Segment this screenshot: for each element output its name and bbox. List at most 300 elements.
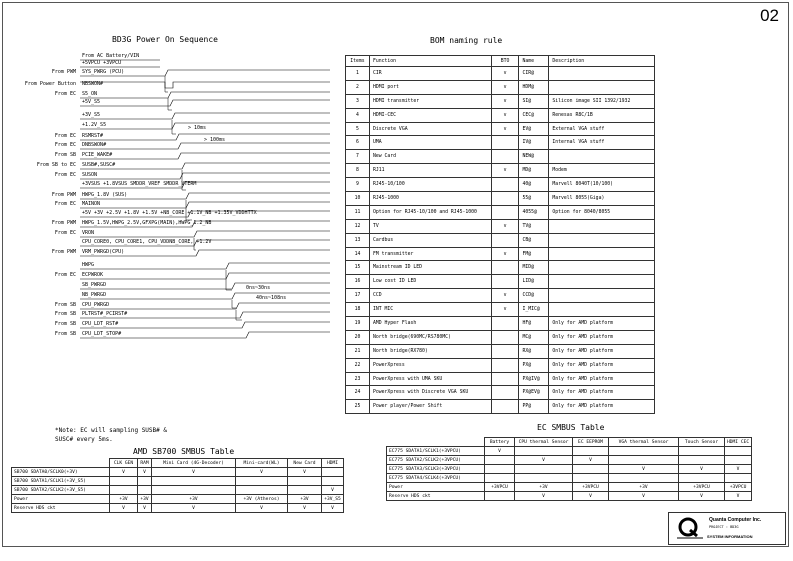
timing-waveforms: [0, 0, 340, 350]
table-cell: MD@: [519, 164, 549, 178]
ec-smbus-title: EC SMBUS Table: [537, 423, 605, 432]
table-row: [12, 477, 344, 486]
table-cell: CEC@: [519, 108, 549, 122]
table-cell: IV@: [519, 136, 549, 150]
table-cell: +3V: [609, 483, 679, 492]
table-cell: 18: [346, 303, 370, 317]
table-cell: v: [491, 303, 519, 317]
table-row: [346, 150, 655, 164]
sheet-number: 02: [760, 6, 779, 25]
table-cell: 4055@: [519, 205, 549, 219]
table-cell: [549, 233, 655, 247]
table-cell: HDMI transmitter: [369, 94, 491, 108]
table-cell: [491, 261, 519, 275]
table-cell: North bridge(RX780): [369, 344, 491, 358]
table-cell: 23: [346, 372, 370, 386]
table-cell: INT MIC: [369, 303, 491, 317]
table-cell: V: [485, 447, 515, 456]
table-cell: HDMI port: [369, 80, 491, 94]
table-cell: [549, 247, 655, 261]
signal-name: CPU_CORE0, CPU_CORE1, CPU_VDDNB_CORE, +1.2V: [82, 239, 212, 245]
signal-source: From PWM: [51, 220, 76, 226]
table-cell: [322, 477, 344, 486]
table-cell: 10: [346, 192, 370, 206]
table-cell: +3V: [138, 495, 152, 504]
table-row: [346, 247, 655, 261]
table-cell: VGA thermal Sensor: [609, 438, 679, 447]
table-cell: [515, 465, 573, 474]
table-cell: Function: [369, 56, 491, 67]
table-cell: HDM@: [519, 80, 549, 94]
table-cell: [491, 178, 519, 192]
table-cell: [573, 474, 609, 483]
bom-table: [345, 55, 655, 414]
dependency-arrow: [168, 98, 172, 110]
dependency-arrow: [232, 300, 236, 308]
table-cell: TV: [369, 219, 491, 233]
signal-name: NB_PWRGD: [82, 292, 107, 298]
table-cell: [485, 492, 515, 501]
amd-smbus-table: [11, 458, 344, 513]
table-cell: 25: [346, 400, 370, 414]
table-cell: [485, 456, 515, 465]
signal-source: From EC: [54, 201, 76, 207]
table-cell: Mainstream ID LED: [369, 261, 491, 275]
signal-source: From EC: [54, 272, 76, 278]
table-cell: [138, 486, 152, 495]
waveform-trace: [80, 113, 330, 119]
table-cell: V: [110, 504, 138, 513]
signal-name: CPU_LDT_STOP#: [82, 331, 122, 337]
table-cell: I_MIC@: [519, 303, 549, 317]
note-line-1: *Note: EC will sampling SUSB# &: [55, 427, 167, 434]
table-cell: [609, 474, 679, 483]
signal-source: From SB: [54, 321, 76, 327]
waveform-trace: [80, 92, 330, 98]
table-cell: [322, 468, 344, 477]
table-cell: [549, 80, 655, 94]
table-cell: [485, 465, 515, 474]
table-row: [387, 474, 752, 483]
signal-name: CPU_LDT_RST#: [82, 321, 119, 327]
table-cell: EC775 SDATA1/SCLK1(+3VPCU): [387, 447, 485, 456]
table-cell: Only for AMD platform: [549, 372, 655, 386]
table-cell: V: [573, 456, 609, 465]
table-cell: RJ11: [369, 164, 491, 178]
table-cell: V: [609, 492, 679, 501]
signal-name: PLTRST#_PCIRST#: [82, 311, 128, 317]
bom-title: BOM naming rule: [430, 36, 503, 45]
table-cell: v: [491, 122, 519, 136]
table-row: [346, 344, 655, 358]
table-cell: [491, 136, 519, 150]
dependency-arrow: [236, 310, 242, 320]
table-cell: 4: [346, 108, 370, 122]
table-cell: HF@: [519, 317, 549, 331]
table-cell: New Card: [369, 150, 491, 164]
table-cell: Silicon image SII 1392/1932: [549, 94, 655, 108]
signal-source: From SB: [54, 331, 76, 337]
table-cell: +3V_S5: [322, 495, 344, 504]
waveform-trace: [80, 273, 330, 279]
table-cell: +3VPCU: [485, 483, 515, 492]
table-cell: PP@: [519, 400, 549, 414]
table-row: [12, 486, 344, 495]
ec-header-row: [387, 438, 752, 447]
table-cell: 12: [346, 219, 370, 233]
table-cell: [549, 261, 655, 275]
table-cell: Reserve HDS ckt: [387, 492, 485, 501]
signal-name: +3V_S5: [82, 112, 101, 118]
table-cell: 17: [346, 289, 370, 303]
table-cell: 13: [346, 233, 370, 247]
table-cell: CB@: [519, 233, 549, 247]
waveform-trace: [80, 231, 330, 237]
table-cell: New Card: [288, 459, 322, 468]
table-cell: v: [491, 289, 519, 303]
table-cell: TV@: [519, 219, 549, 233]
table-cell: [12, 459, 110, 468]
table-cell: [491, 330, 519, 344]
table-cell: NEW@: [519, 150, 549, 164]
waveform-trace: [80, 303, 330, 309]
timing-label: > 10ms: [188, 125, 207, 131]
table-cell: V: [236, 468, 288, 477]
table-cell: HDMI: [322, 459, 344, 468]
table-cell: EC775 SDATA2/SCLK2(+3VPCU): [387, 456, 485, 465]
table-cell: [549, 150, 655, 164]
table-row: [12, 468, 344, 477]
signal-name: RSMRST#: [82, 133, 104, 139]
bom-header-row: [346, 56, 655, 67]
table-cell: SI@: [519, 94, 549, 108]
table-cell: [549, 275, 655, 289]
table-cell: 40@: [519, 178, 549, 192]
table-cell: [138, 477, 152, 486]
table-cell: 22: [346, 358, 370, 372]
table-cell: RAM: [138, 459, 152, 468]
table-cell: Name: [519, 56, 549, 67]
table-row: [346, 192, 655, 206]
table-cell: [110, 477, 138, 486]
table-cell: 24: [346, 386, 370, 400]
table-cell: CCD@: [519, 289, 549, 303]
signal-name: PCIE_WAKE#: [82, 152, 113, 158]
table-cell: Power: [12, 495, 110, 504]
waveform-trace: [80, 263, 330, 269]
table-cell: [485, 474, 515, 483]
table-cell: [549, 289, 655, 303]
table-row: [346, 303, 655, 317]
timing-label: > 100ms: [204, 137, 226, 143]
table-cell: v: [491, 247, 519, 261]
signal-name: +1.2V_S5: [82, 122, 107, 128]
table-cell: Only for AMD platform: [549, 330, 655, 344]
table-cell: RX@: [519, 344, 549, 358]
table-cell: [491, 344, 519, 358]
table-row: [346, 164, 655, 178]
table-cell: PowerXpress: [369, 358, 491, 372]
table-cell: CLK GEN: [110, 459, 138, 468]
timing-label: 40ns~108ns: [256, 295, 287, 301]
table-cell: 20: [346, 330, 370, 344]
table-cell: EV@: [519, 122, 549, 136]
signal-source: From EC: [54, 230, 76, 236]
table-cell: V: [515, 456, 573, 465]
table-cell: v: [491, 94, 519, 108]
table-cell: Internal VGA stuff: [549, 136, 655, 150]
table-cell: +3V: [110, 495, 138, 504]
table-cell: v: [491, 164, 519, 178]
waveform-trace: [80, 153, 330, 159]
table-cell: [491, 317, 519, 331]
table-cell: V: [138, 468, 152, 477]
table-cell: EC775 SDATA3/SCLK3(+3VPCU): [387, 465, 485, 474]
signal-source: From PWM: [51, 192, 76, 198]
table-cell: V: [609, 465, 679, 474]
table-cell: v: [491, 80, 519, 94]
table-cell: [725, 474, 752, 483]
signal-name: SUSB#,SUSC#: [82, 162, 116, 168]
table-cell: MC@: [519, 330, 549, 344]
table-cell: PX@EV@: [519, 386, 549, 400]
table-cell: V: [515, 492, 573, 501]
signal-source: From EC: [54, 142, 76, 148]
table-cell: [549, 303, 655, 317]
table-cell: Renesas R8C/1B: [549, 108, 655, 122]
signal-name: VRON: [82, 230, 95, 236]
signal-name: S5_ON: [82, 91, 98, 97]
table-cell: [549, 219, 655, 233]
quanta-logo-icon: [675, 516, 705, 540]
signal-name: From AC Battery/VIN: [82, 53, 140, 59]
table-cell: PX@: [519, 358, 549, 372]
table-cell: V: [288, 468, 322, 477]
table-cell: 6: [346, 136, 370, 150]
table-cell: [725, 456, 752, 465]
waveform-trace: [80, 143, 330, 149]
table-cell: v: [491, 219, 519, 233]
signal-name: SB_PWRGD: [82, 282, 107, 288]
table-cell: Marvell 8055(Giga): [549, 192, 655, 206]
table-row: [346, 372, 655, 386]
table-cell: Description: [549, 56, 655, 67]
table-row: [346, 80, 655, 94]
signal-source: From SB: [54, 311, 76, 317]
table-cell: 14: [346, 247, 370, 261]
company-name: Quanta Computer Inc.: [709, 517, 762, 523]
table-row: [346, 289, 655, 303]
table-cell: FM transmitter: [369, 247, 491, 261]
table-cell: V: [725, 492, 752, 501]
table-cell: Mini-card(WL): [236, 459, 288, 468]
table-cell: 9: [346, 178, 370, 192]
signal-source: From PWM: [51, 249, 76, 255]
table-cell: 3: [346, 94, 370, 108]
table-cell: [549, 67, 655, 81]
table-cell: [679, 456, 725, 465]
table-cell: 5: [346, 122, 370, 136]
table-cell: Only for AMD platform: [549, 344, 655, 358]
table-row: [346, 205, 655, 219]
table-cell: Only for AMD platform: [549, 400, 655, 414]
table-cell: RJ45-1000: [369, 192, 491, 206]
signal-name: MAINON: [82, 201, 101, 207]
table-cell: Modem: [549, 164, 655, 178]
table-row: [387, 492, 752, 501]
table-row: [346, 400, 655, 414]
signal-name: +5V_S5: [82, 99, 101, 105]
table-cell: Mini Card (4G-Decoder): [152, 459, 236, 468]
signal-source: From EC: [54, 133, 76, 139]
table-cell: MID@: [519, 261, 549, 275]
table-cell: +3V: [152, 495, 236, 504]
signal-name: ECPWROK: [82, 272, 104, 278]
signal-name: +5VPCU +3VPCU: [82, 60, 122, 66]
signal-name: NBSWON#: [82, 81, 104, 87]
table-cell: PowerXpress with UMA SKU: [369, 372, 491, 386]
table-cell: Only for AMD platform: [549, 317, 655, 331]
table-cell: [387, 438, 485, 447]
table-cell: V: [322, 486, 344, 495]
table-cell: +3V: [515, 483, 573, 492]
signal-source: From EC: [54, 91, 76, 97]
table-cell: +3VPCU: [679, 483, 725, 492]
signal-source: From SB: [54, 152, 76, 158]
table-cell: 1: [346, 67, 370, 81]
table-cell: [152, 477, 236, 486]
table-cell: [515, 474, 573, 483]
signal-source: From EC: [54, 172, 76, 178]
table-cell: Battery: [485, 438, 515, 447]
power-sequence-title: BD3G Power On Sequence: [112, 35, 218, 44]
table-cell: SB700 SDATA2/SCLK2(+3V_S5): [12, 486, 110, 495]
table-cell: [491, 358, 519, 372]
table-cell: North bridge(690MC/RS780MC): [369, 330, 491, 344]
table-cell: [491, 233, 519, 247]
table-cell: [491, 372, 519, 386]
table-row: [12, 504, 344, 513]
table-cell: [288, 486, 322, 495]
table-cell: [609, 447, 679, 456]
signal-name: +3VSUS +1.8VSUS SMDDR_VREF SMDDR_VTERM: [82, 181, 197, 187]
table-cell: [491, 400, 519, 414]
table-cell: [725, 447, 752, 456]
table-cell: V: [679, 492, 725, 501]
table-cell: PX@IV@: [519, 372, 549, 386]
table-cell: V: [573, 492, 609, 501]
table-cell: [110, 486, 138, 495]
table-cell: Option for 8040/8055: [549, 205, 655, 219]
table-cell: SB700 SDATA1/SCLK1(+3V_S5): [12, 477, 110, 486]
table-cell: V: [110, 468, 138, 477]
table-row: [346, 261, 655, 275]
table-row: [346, 94, 655, 108]
table-row: [12, 495, 344, 504]
table-cell: [679, 447, 725, 456]
table-cell: 19: [346, 317, 370, 331]
table-cell: v: [491, 108, 519, 122]
dependency-arrow: [165, 76, 168, 92]
table-cell: BTO: [491, 56, 519, 67]
table-cell: 16: [346, 275, 370, 289]
table-cell: [609, 456, 679, 465]
table-row: [387, 465, 752, 474]
table-cell: V: [322, 504, 344, 513]
table-row: [346, 386, 655, 400]
signal-name: +5V +3V +2.5V +1.8V +1.5V +NB_CORE +1.1V_NB +1.35V_VDDHTTX: [82, 210, 257, 216]
table-cell: Low cost ID LED: [369, 275, 491, 289]
waveform-trace: [80, 173, 330, 179]
table-row: [346, 219, 655, 233]
table-cell: v: [491, 67, 519, 81]
table-row: [346, 67, 655, 81]
signal-name: HWPG_1.5V,HWPG_2.5V,GFXPG(MAIN),HWPG_1.2_NB: [82, 220, 212, 226]
signal-source: From SB to EC: [36, 162, 76, 168]
table-cell: Discrete VGA: [369, 122, 491, 136]
table-row: [346, 108, 655, 122]
table-row: [387, 447, 752, 456]
table-cell: LID@: [519, 275, 549, 289]
table-cell: Only for AMD platform: [549, 386, 655, 400]
table-cell: [679, 474, 725, 483]
signal-source: From Power Button: [24, 81, 76, 87]
table-cell: Items: [346, 56, 370, 67]
waveform-trace: [80, 163, 330, 169]
table-cell: V: [152, 504, 236, 513]
table-cell: 11: [346, 205, 370, 219]
table-row: [346, 233, 655, 247]
table-cell: Reserve HDS ckt: [12, 504, 110, 513]
table-cell: FM@: [519, 247, 549, 261]
table-cell: CIR@: [519, 67, 549, 81]
table-row: [346, 275, 655, 289]
table-cell: [152, 486, 236, 495]
table-cell: Option for RJ45-10/100 and RJ45-1000: [369, 205, 491, 219]
table-row: [387, 483, 752, 492]
timing-label: 0ns~30ns: [246, 285, 271, 291]
table-cell: CCD: [369, 289, 491, 303]
table-cell: [573, 447, 609, 456]
table-row: [346, 317, 655, 331]
waveform-trace: [80, 293, 330, 299]
table-cell: 15: [346, 261, 370, 275]
table-cell: 8: [346, 164, 370, 178]
table-cell: [236, 477, 288, 486]
table-cell: EC775 SDATA4/SCLK4(+3VPCU): [387, 474, 485, 483]
table-cell: SB700 SDATA0/SCLK0(+3V): [12, 468, 110, 477]
table-cell: [288, 477, 322, 486]
table-cell: RJ45-10/100: [369, 178, 491, 192]
table-cell: 55@: [519, 192, 549, 206]
table-row: [346, 136, 655, 150]
signal-name: DNBSWON#: [82, 142, 107, 148]
table-cell: [491, 192, 519, 206]
table-row: [346, 122, 655, 136]
department-name: SYSTEM INFORMATION: [707, 534, 753, 539]
table-cell: V: [152, 468, 236, 477]
table-cell: External VGA stuff: [549, 122, 655, 136]
waveform-trace: [80, 82, 330, 88]
project-name: PROJECT : BD3G: [709, 525, 739, 529]
signal-name: VRM_PWRGD(CPU): [82, 249, 125, 255]
ec-smbus-table: [386, 437, 752, 501]
amd-header-row: [12, 459, 344, 468]
dependency-arrow: [172, 120, 176, 134]
table-cell: PowerXpress with Discrete VGA SKU: [369, 386, 491, 400]
signal-name: HWPG: [82, 262, 95, 268]
table-cell: V: [725, 465, 752, 474]
